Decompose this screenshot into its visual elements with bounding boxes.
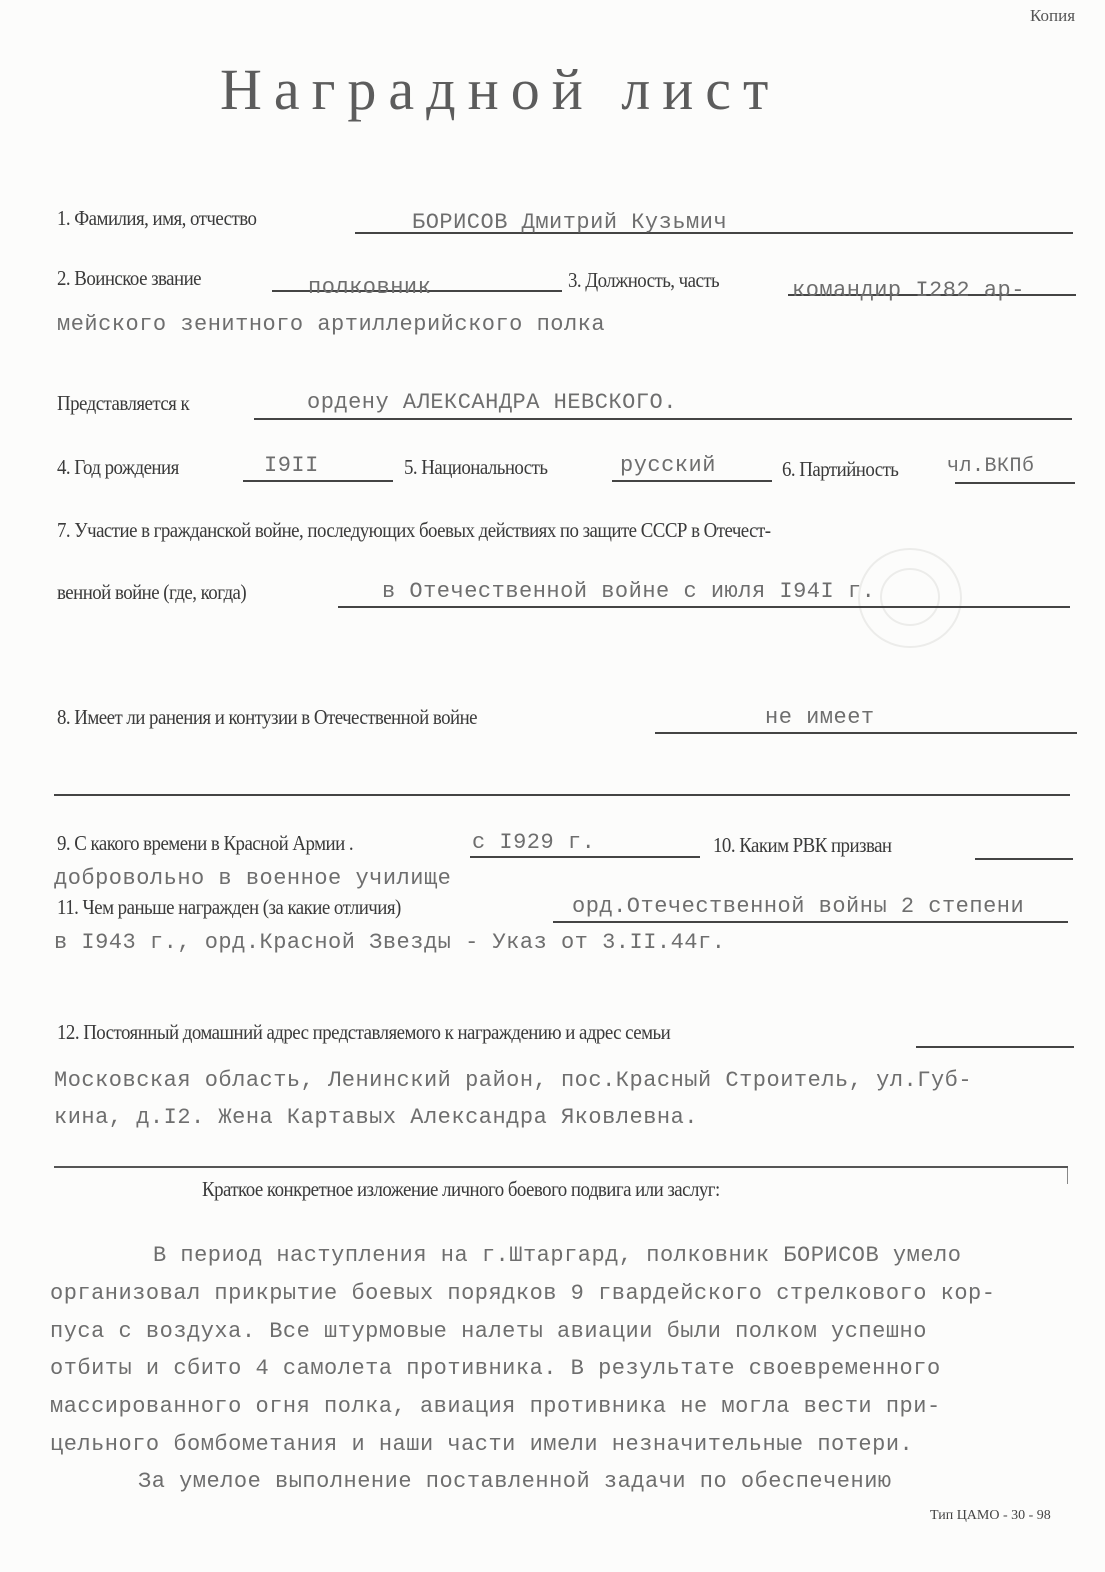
bleed-through-stamp-inner: [880, 568, 940, 626]
field-3-value-line1: командир I282 ар-: [792, 278, 1025, 303]
field-1-label: 1. Фамилия, имя, отчество: [57, 206, 257, 230]
summary-line: пуса с воздуха. Все штурмовые налеты авиации были полком успешно: [50, 1319, 927, 1344]
field-5-value: русский: [620, 453, 716, 478]
field-12-underline: [916, 1046, 1074, 1048]
field-8-underline: [655, 732, 1077, 734]
field-6-underline: [955, 482, 1075, 484]
summary-line: В период наступления на г.Штаргард, полковник БОРИСОВ умело: [153, 1243, 962, 1268]
section-divider: [54, 1166, 1068, 1168]
field-10-value: добровольно в военное училище: [54, 866, 452, 891]
field-9-value: с I929 г.: [472, 830, 596, 855]
field-4-value: I9II: [264, 453, 319, 478]
field-12-label: 12. Постоянный домашний адрес представляемого к награждению и адрес семьи: [57, 1020, 671, 1044]
field-2-value: полковник: [308, 275, 432, 300]
divider-tick: [1067, 1168, 1068, 1184]
field-12-value-line2: кина, д.I2. Жена Картавых Александра Яковлевна.: [54, 1105, 699, 1130]
field-8-label: 8. Имеет ли ранения и контузии в Отечественной войне: [57, 705, 478, 729]
field-8-value: не имеет: [765, 705, 875, 730]
field-11-underline: [553, 921, 1068, 923]
summary-line: За умелое выполнение поставленной задачи по обеспечению: [138, 1469, 892, 1494]
field-11-value-line2: в I943 г., орд.Красной Звезды - Указ от 3.II.44г.: [54, 930, 726, 955]
summary-line: отбиты и сбито 4 самолета противника. В результате своевременного: [50, 1356, 941, 1381]
field-9-label: 9. С какого времени в Красной Армии .: [57, 831, 354, 855]
field-11-label: 11. Чем раньше награжден (за какие отличия): [57, 895, 401, 919]
summary-line: цельного бомбометания и наши части имели незначительные потери.: [50, 1432, 914, 1457]
summary-heading: Краткое конкретное изложение личного боевого подвига или заслуг:: [202, 1177, 720, 1201]
field-10-underline: [975, 858, 1073, 860]
field-9-underline: [470, 856, 700, 858]
field-7-underline: [338, 606, 1070, 608]
field-5-label: 5. Национальность: [404, 455, 548, 479]
field-2-label: 2. Воинское звание: [57, 266, 202, 290]
field-8-extra-underline: [54, 794, 1070, 796]
field-11-value-line1: орд.Отечественной войны 2 степени: [572, 894, 1025, 919]
field-5-underline: [612, 480, 772, 482]
field-7-value: в Отечественной войне с июля I94I г.: [382, 579, 876, 604]
field-12-value-line1: Московская область, Ленинский район, пос.Красный Строитель, ул.Губ-: [54, 1068, 973, 1093]
field-7-label-line2: венной войне (где, когда): [57, 580, 247, 604]
summary-line: организовал прикрытие боевых порядков 9 гвардейского стрелкового кор-: [50, 1281, 996, 1306]
field-4-label: 4. Год рождения: [57, 455, 179, 479]
copy-mark: Копия: [1030, 6, 1076, 25]
field-4-underline: [243, 480, 393, 482]
field-6-label: 6. Партийность: [782, 457, 899, 481]
field-10-label: 10. Каким РВК призван: [713, 833, 892, 857]
field-6-value: чл.ВКПб: [947, 455, 1035, 478]
document-title: Наградной лист: [220, 57, 781, 122]
summary-line: массированного огня полка, авиация противника не могла вести при-: [50, 1394, 941, 1419]
award-underline: [254, 418, 1072, 420]
print-code: Тип ЦАМО - 30 - 98: [930, 1508, 1051, 1523]
field-7-label-line1: 7. Участие в гражданской войне, последующих боевых действиях по защите СССР в Отечест-: [57, 518, 771, 542]
award-value: ордену АЛЕКСАНДРА НЕВСКОГО.: [307, 390, 677, 415]
field-1-value: БОРИСОВ Дмитрий Кузьмич: [412, 210, 728, 235]
field-3-label: 3. Должность, часть: [568, 268, 720, 292]
field-3-value-line2: мейского зенитного артиллерийского полка: [57, 312, 606, 337]
award-label: Представляется к: [57, 391, 190, 415]
